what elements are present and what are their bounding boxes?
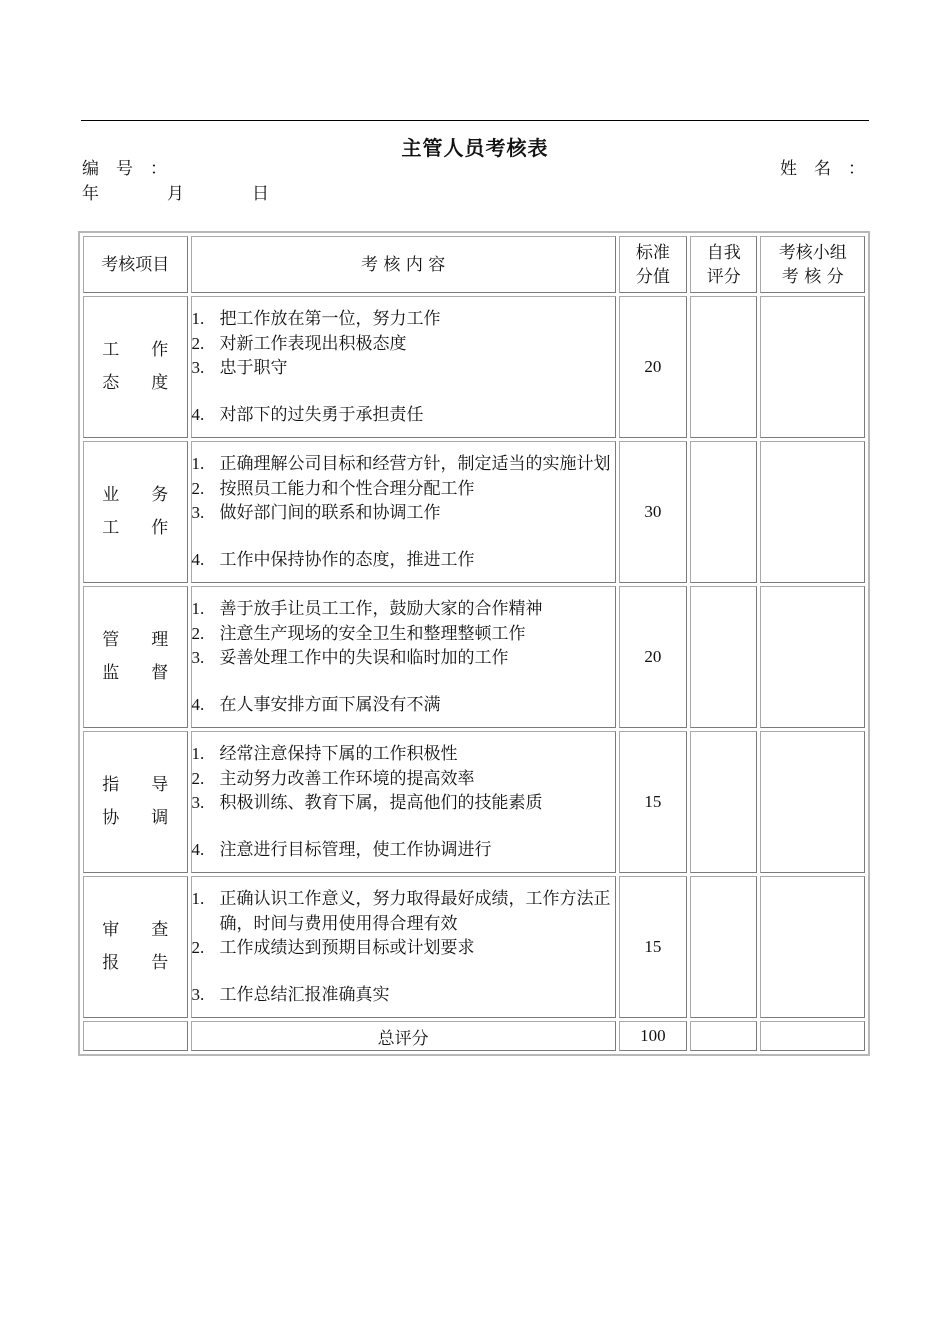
list-item [192,767,615,792]
item-text: 注意进行目标管理，使工作协调进行 [219,839,492,860]
category-cell [83,876,188,1018]
top-rule [81,120,869,121]
list-item [192,983,615,1008]
item-text: 注意生产现场的安全卫生和整理整顿工作 [219,623,526,644]
item-text: 工作总结汇报准确真实 [219,984,390,1005]
table-row [83,441,865,583]
group-score-cell[interactable] [760,876,865,1018]
list-item [192,403,615,428]
category-cell [83,586,188,728]
header-group-line1: 考核小组 [778,242,847,263]
header-content: 考 核 内 容 [191,236,616,293]
total-group-score-cell[interactable] [760,1021,865,1051]
table-row [83,876,865,1018]
list-item [192,693,615,718]
total-blank-cell [83,1021,188,1051]
item-text: 在人事安排方面下属没有不满 [219,694,441,715]
standard-score: 15 [619,876,687,1018]
total-label: 总评分 [191,1021,616,1051]
list-item [192,838,615,863]
self-score-cell[interactable] [690,731,757,873]
category-line: 指 导 [102,775,169,795]
self-score-cell[interactable] [690,876,757,1018]
list-item [192,477,615,502]
content-cell [191,296,616,438]
table-row [83,731,865,873]
header-self [690,236,757,293]
item-text: 积极训练、教育下属，提高他们的技能素质 [219,793,543,813]
header-item: 考核项目 [83,236,188,293]
item-text: 正确认识工作意义，努力取得最好成绩，工作方法正确，时间与费用使用得合理有效 [219,889,611,934]
standard-score: 20 [619,586,687,728]
self-score-cell[interactable] [690,586,757,728]
category-line: 报 告 [102,953,169,973]
header-group-line2: 考 核 分 [781,266,844,287]
table-header-row [83,236,865,293]
group-score-cell[interactable] [760,731,865,873]
header-group [760,236,865,293]
item-number: 3. [191,503,205,522]
item-number: 4. [191,694,205,714]
item-text: 对新工作表现出积极态度 [219,333,407,354]
list-item [192,307,615,332]
item-number: 4. [191,404,205,424]
category-line: 工 作 [102,340,169,360]
item-number: 1. [191,454,205,473]
list-item [192,452,615,477]
category-line: 业 务 [102,485,169,505]
assessment-table [78,231,870,1056]
self-score-cell[interactable] [690,441,757,583]
header-self-line1: 自我 [706,242,741,263]
item-text: 对部下的过失勇于承担责任 [219,404,424,425]
number-label: 编 号 ： [82,159,167,179]
header-standard-line2: 分值 [635,266,670,287]
content-cell [191,876,616,1018]
group-score-cell[interactable] [760,441,865,583]
list-item [192,791,615,816]
item-number: 3. [191,358,205,377]
item-text: 主动努力改善工作环境的提高效率 [219,768,475,789]
content-cell [191,441,616,583]
item-number: 3. [191,984,205,1004]
category-cell [83,296,188,438]
group-score-cell[interactable] [760,296,865,438]
category-line: 审 查 [102,920,169,940]
category-cell [83,731,188,873]
item-text: 工作中保持协作的态度，推进工作 [219,549,475,570]
item-text: 把工作放在第一位，努力工作 [219,309,441,329]
list-item [192,887,615,936]
list-item [192,548,615,573]
item-number: 4. [191,549,205,569]
item-text: 善于放手让员工工作，鼓励大家的合作精神 [219,599,543,619]
content-cell [191,731,616,873]
list-item [192,332,615,357]
date-label: 年 月 日 [82,184,269,204]
total-standard-score: 100 [619,1021,687,1051]
self-score-cell[interactable] [690,296,757,438]
category-line: 监 督 [102,663,169,683]
item-number: 4. [191,839,205,859]
item-number: 3. [191,793,205,812]
header-self-line2: 评分 [706,266,741,287]
item-number: 2. [191,478,205,498]
page-title: 主管人员考核表 [401,136,549,160]
list-item [192,622,615,647]
item-text: 做好部门间的联系和协调工作 [219,503,441,523]
total-self-score-cell[interactable] [690,1021,757,1051]
list-item [192,646,615,671]
item-text: 按照员工能力和个性合理分配工作 [219,478,475,499]
list-item [192,742,615,767]
list-item [192,936,615,961]
item-text: 经常注意保持下属的工作积极性 [219,744,458,764]
category-line: 工 作 [102,518,169,538]
content-cell [191,586,616,728]
list-item [192,501,615,526]
item-number: 1. [191,309,205,328]
item-text: 工作成绩达到预期目标或计划要求 [219,938,475,958]
item-number: 1. [191,599,205,618]
list-item [192,356,615,381]
standard-score: 15 [619,731,687,873]
header-standard [619,236,687,293]
category-cell [83,441,188,583]
item-number: 2. [191,333,205,353]
total-row [83,1021,865,1051]
item-text: 妥善处理工作中的失误和临时加的工作 [219,648,509,668]
table-row [83,586,865,728]
table-row [83,296,865,438]
standard-score: 20 [619,296,687,438]
item-number: 2. [191,768,205,788]
item-text: 忠于职守 [219,358,288,378]
header-standard-line1: 标准 [635,242,670,263]
item-number: 1. [191,889,205,908]
list-item [192,597,615,622]
category-line: 协 调 [102,808,169,828]
category-line: 管 理 [102,630,169,650]
item-text: 正确理解公司目标和经营方针，制定适当的实施计划 [219,454,611,474]
item-number: 3. [191,648,205,667]
item-number: 1. [191,744,205,763]
standard-score: 30 [619,441,687,583]
group-score-cell[interactable] [760,586,865,728]
name-label: 姓 名 ： [780,159,865,179]
category-line: 态 度 [102,373,169,393]
item-number: 2. [191,938,205,957]
item-number: 2. [191,623,205,643]
